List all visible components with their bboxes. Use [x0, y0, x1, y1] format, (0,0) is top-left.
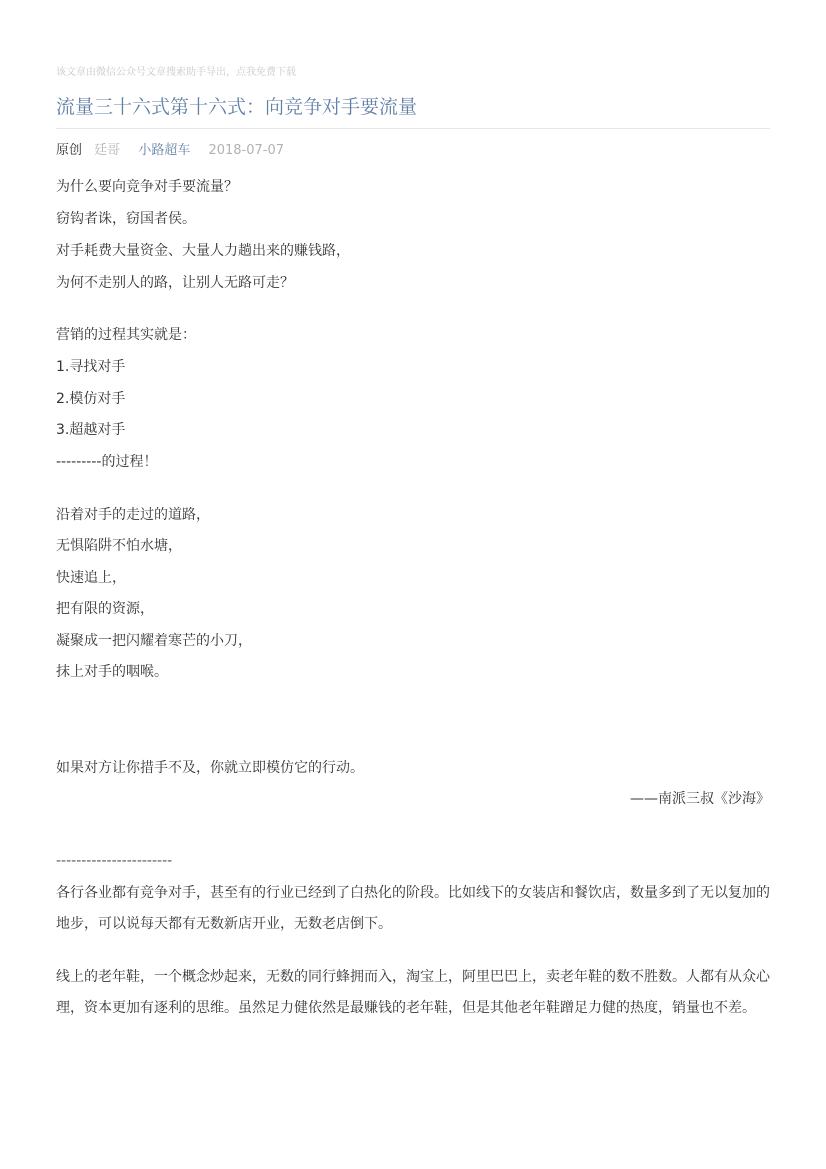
body-line: 沿着对手的走过的道路，: [56, 507, 210, 523]
article-title: 流量三十六式第十六式：向竞争对手要流量: [56, 92, 770, 129]
list-item: 1.寻找对手: [56, 359, 126, 375]
body-line: 抹上对手的咽喉。: [56, 664, 168, 680]
body-line: 窃钩者诛，窃国者侯。: [56, 211, 196, 227]
body-line: 为什么要向竞争对手要流量？: [56, 179, 238, 195]
quote-source: ——南派三叔《沙海》: [630, 791, 770, 807]
export-note-link[interactable]: 该文章由微信公众号文章搜索助手导出，点我免费下载: [56, 67, 296, 78]
publish-date: 2018-07-07: [208, 143, 285, 158]
body-paragraph: 各行各业都有竞争对手，甚至有的行业已经到了白热化的阶段。比如线下的女装店和餐饮店，数量多到了无以复加的地步，可以说每天都有无数新店开业，无数老店倒下。: [56, 885, 770, 932]
text-separator: -----------------------: [56, 853, 173, 869]
list-item: 2.模仿对手: [56, 391, 126, 407]
body-line: 为何不走别人的路，让别人无路可走？: [56, 275, 294, 291]
body-line: 凝聚成一把闪耀着寒芒的小刀，: [56, 633, 252, 649]
article-meta: [56, 139, 284, 158]
account-link[interactable]: 小路超车: [138, 143, 191, 158]
author-name: 廷哥: [94, 143, 121, 158]
list-item: 3.超越对手: [56, 422, 126, 438]
body-line: 无惧陷阱不怕水塘，: [56, 538, 182, 554]
quote-text: 如果对方让你措手不及，你就立即模仿它的行动。: [56, 760, 364, 776]
body-line: 快速追上，: [56, 570, 126, 586]
body-line: 对手耗费大量资金、大量人力趟出来的赚钱路，: [56, 243, 350, 259]
body-line: ---------的过程！: [56, 454, 158, 470]
body-paragraph: 线上的老年鞋，一个概念炒起来，无数的同行蜂拥而入，淘宝上，阿里巴巴上，卖老年鞋的数不胜数。人都有从众心理，资本更加有逐利的思维。虽然足力健依然是最赚钱的老年鞋，但是其他老年鞋蹭足力健的热度，销量也不差。: [56, 969, 770, 1016]
body-line: 把有限的资源，: [56, 601, 154, 617]
body-line: 营销的过程其实就是：: [56, 327, 196, 343]
original-label: 原创: [56, 143, 83, 158]
